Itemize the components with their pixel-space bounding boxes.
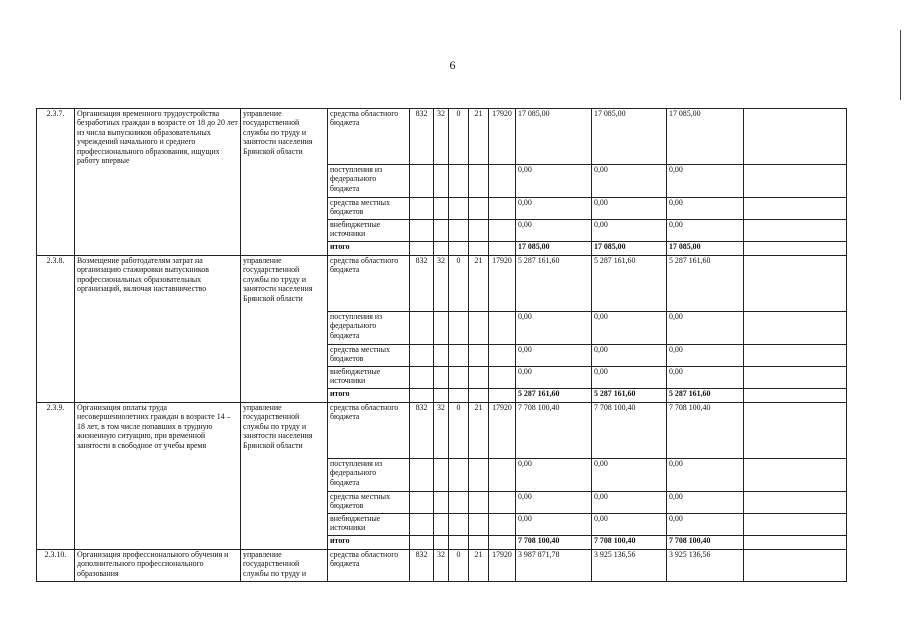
code-vr: 17920: [489, 403, 516, 459]
code-csr: 21: [469, 256, 489, 312]
budget-table: [36, 108, 847, 582]
code-rz: 32: [434, 403, 449, 459]
code-vr: [489, 536, 516, 550]
code-rz: [434, 492, 449, 514]
code-csr: [469, 198, 489, 220]
code-rz: [434, 367, 449, 389]
code-vr: [489, 312, 516, 345]
code-csr: 21: [469, 109, 489, 165]
code-csr: [469, 389, 489, 403]
amount-year-3: 0,00: [667, 459, 744, 492]
measure-name: Организация профессионального обучения и дополнительного профессионального образования: [75, 550, 241, 582]
code-vr: 17920: [489, 256, 516, 312]
funding-source: внебюджетные источники: [328, 220, 410, 242]
code-csr: [469, 345, 489, 367]
amount-year-2: 5 287 161,60: [592, 389, 667, 403]
code-pr: 0: [449, 550, 469, 582]
code-grbs: [410, 514, 434, 536]
code-vr: [489, 165, 516, 198]
amount-year-2: 0,00: [592, 345, 667, 367]
code-grbs: [410, 536, 434, 550]
code-vr: [489, 514, 516, 536]
code-csr: [469, 242, 489, 256]
code-csr: 21: [469, 550, 489, 582]
result-indicator: [744, 220, 847, 242]
measure-name: Организация оплаты труда несовершеннолетних граждан в возрасте 14 – 18 лет, в том числе попавших в трудную жизненную ситуацию, при временной занятости в свободное от учебы время: [75, 403, 241, 550]
code-pr: [449, 514, 469, 536]
executor: управление государственной службы по труду и занятости населения Брянской области: [241, 403, 328, 550]
code-pr: 0: [449, 109, 469, 165]
result-indicator: [744, 492, 847, 514]
item-number: 2.3.7.: [37, 109, 75, 256]
code-csr: [469, 514, 489, 536]
amount-year-1: 0,00: [516, 220, 592, 242]
result-indicator: [744, 514, 847, 536]
amount-year-3: 17 085,00: [667, 109, 744, 165]
funding-source: средства местных бюджетов: [328, 492, 410, 514]
result-indicator: [744, 367, 847, 389]
amount-year-1: 5 287 161,60: [516, 389, 592, 403]
code-grbs: [410, 389, 434, 403]
code-pr: [449, 459, 469, 492]
code-vr: [489, 242, 516, 256]
code-rz: [434, 345, 449, 367]
code-vr: [489, 492, 516, 514]
amount-year-2: 0,00: [592, 220, 667, 242]
amount-year-1: 0,00: [516, 198, 592, 220]
code-pr: [449, 312, 469, 345]
amount-year-1: 7 708 100,40: [516, 536, 592, 550]
result-indicator: [744, 403, 847, 459]
amount-year-2: 7 708 100,40: [592, 403, 667, 459]
result-indicator: [744, 198, 847, 220]
code-csr: [469, 220, 489, 242]
code-pr: 0: [449, 403, 469, 459]
amount-year-2: 0,00: [592, 492, 667, 514]
code-grbs: [410, 198, 434, 220]
amount-year-1: 17 085,00: [516, 109, 592, 165]
amount-year-2: 0,00: [592, 459, 667, 492]
code-grbs: [410, 459, 434, 492]
funding-source: внебюджетные источники: [328, 367, 410, 389]
code-grbs: 832: [410, 403, 434, 459]
amount-year-3: 0,00: [667, 492, 744, 514]
code-pr: [449, 389, 469, 403]
page-number: 6: [449, 58, 456, 72]
code-grbs: [410, 220, 434, 242]
amount-year-3: 17 085,00: [667, 242, 744, 256]
amount-year-3: 5 287 161,60: [667, 389, 744, 403]
code-vr: [489, 220, 516, 242]
funding-source: средства местных бюджетов: [328, 345, 410, 367]
code-csr: [469, 312, 489, 345]
code-rz: [434, 389, 449, 403]
code-grbs: 832: [410, 256, 434, 312]
code-vr: [489, 345, 516, 367]
executor: управление государственной службы по труду и занятости населения Брянской области: [241, 109, 328, 256]
amount-year-1: 0,00: [516, 367, 592, 389]
amount-year-3: 0,00: [667, 367, 744, 389]
amount-year-2: 0,00: [592, 312, 667, 345]
funding-source: средства областного бюджета: [328, 403, 410, 459]
code-rz: [434, 198, 449, 220]
code-csr: 21: [469, 403, 489, 459]
amount-year-2: 3 925 136,56: [592, 550, 667, 582]
amount-year-2: 17 085,00: [592, 242, 667, 256]
code-vr: [489, 367, 516, 389]
amount-year-1: 0,00: [516, 459, 592, 492]
code-rz: [434, 459, 449, 492]
funding-source: средства областного бюджета: [328, 256, 410, 312]
executor: управление государственной службы по труду и занятости населения Брянской области: [241, 256, 328, 403]
funding-source: итого: [328, 389, 410, 403]
amount-year-1: 5 287 161,60: [516, 256, 592, 312]
code-rz: 32: [434, 550, 449, 582]
result-indicator: [744, 242, 847, 256]
code-vr: 17920: [489, 550, 516, 582]
result-indicator: [744, 345, 847, 367]
amount-year-3: 3 925 136,56: [667, 550, 744, 582]
amount-year-1: 0,00: [516, 312, 592, 345]
amount-year-2: 7 708 100,40: [592, 536, 667, 550]
code-rz: [434, 514, 449, 536]
result-indicator: [744, 256, 847, 312]
amount-year-1: 17 085,00: [516, 242, 592, 256]
code-rz: [434, 242, 449, 256]
table-row: [37, 256, 847, 312]
item-number: 2.3.8.: [37, 256, 75, 403]
code-csr: [469, 459, 489, 492]
code-grbs: [410, 312, 434, 345]
code-pr: [449, 165, 469, 198]
code-rz: 32: [434, 256, 449, 312]
code-csr: [469, 536, 489, 550]
result-indicator: [744, 459, 847, 492]
code-pr: [449, 492, 469, 514]
funding-source: внебюджетные источники: [328, 514, 410, 536]
code-grbs: [410, 242, 434, 256]
amount-year-1: 0,00: [516, 492, 592, 514]
result-indicator: [744, 536, 847, 550]
code-rz: [434, 165, 449, 198]
result-indicator: [744, 165, 847, 198]
amount-year-3: 0,00: [667, 312, 744, 345]
amount-year-3: 7 708 100,40: [667, 536, 744, 550]
funding-source: поступления из федерального бюджета: [328, 165, 410, 198]
code-pr: [449, 536, 469, 550]
code-grbs: [410, 165, 434, 198]
code-grbs: [410, 345, 434, 367]
amount-year-1: 0,00: [516, 345, 592, 367]
code-csr: [469, 165, 489, 198]
amount-year-3: 0,00: [667, 220, 744, 242]
amount-year-2: 0,00: [592, 165, 667, 198]
amount-year-1: 3 987 871,78: [516, 550, 592, 582]
amount-year-1: 0,00: [516, 514, 592, 536]
result-indicator: [744, 312, 847, 345]
funding-source: поступления из федерального бюджета: [328, 459, 410, 492]
code-rz: [434, 312, 449, 345]
funding-source: итого: [328, 242, 410, 256]
amount-year-3: 0,00: [667, 198, 744, 220]
funding-source: поступления из федерального бюджета: [328, 312, 410, 345]
table-row: [37, 550, 847, 582]
code-pr: [449, 242, 469, 256]
code-vr: [489, 459, 516, 492]
measure-name: Организация временного трудоустройства безработных граждан в возрасте от 18 до 20 лет из числа выпускников образовательных учреждений начального и среднего профессионального образования, ищущих работу впервые: [75, 109, 241, 256]
result-indicator: [744, 109, 847, 165]
amount-year-2: 0,00: [592, 514, 667, 536]
code-rz: 32: [434, 109, 449, 165]
amount-year-3: 0,00: [667, 514, 744, 536]
code-rz: [434, 220, 449, 242]
code-grbs: 832: [410, 550, 434, 582]
code-rz: [434, 536, 449, 550]
code-pr: [449, 345, 469, 367]
funding-source: итого: [328, 536, 410, 550]
code-grbs: 832: [410, 109, 434, 165]
item-number: 2.3.10.: [37, 550, 75, 582]
amount-year-2: 0,00: [592, 198, 667, 220]
amount-year-3: 5 287 161,60: [667, 256, 744, 312]
result-indicator: [744, 389, 847, 403]
funding-source: средства местных бюджетов: [328, 198, 410, 220]
result-indicator: [744, 550, 847, 582]
table-row: [37, 109, 847, 165]
code-vr: [489, 389, 516, 403]
funding-source: средства областного бюджета: [328, 109, 410, 165]
code-pr: [449, 198, 469, 220]
budget-table-body: [37, 109, 847, 582]
measure-name: Возмещение работодателям затрат на организацию стажировки выпускников профессиональных образовательных организаций, включая наставничество: [75, 256, 241, 403]
amount-year-2: 0,00: [592, 367, 667, 389]
code-pr: 0: [449, 256, 469, 312]
amount-year-2: 17 085,00: [592, 109, 667, 165]
item-number: 2.3.9.: [37, 403, 75, 550]
code-grbs: [410, 492, 434, 514]
code-vr: [489, 198, 516, 220]
code-csr: [469, 492, 489, 514]
amount-year-3: 0,00: [667, 165, 744, 198]
table-row: [37, 403, 847, 459]
amount-year-2: 5 287 161,60: [592, 256, 667, 312]
amount-year-3: 0,00: [667, 345, 744, 367]
code-grbs: [410, 367, 434, 389]
executor: управление государственной службы по труду и: [241, 550, 328, 582]
scan-edge-line: [900, 30, 901, 100]
funding-source: средства областного бюджета: [328, 550, 410, 582]
code-pr: [449, 220, 469, 242]
code-csr: [469, 367, 489, 389]
amount-year-1: 7 708 100,40: [516, 403, 592, 459]
code-pr: [449, 367, 469, 389]
amount-year-1: 0,00: [516, 165, 592, 198]
code-vr: 17920: [489, 109, 516, 165]
amount-year-3: 7 708 100,40: [667, 403, 744, 459]
